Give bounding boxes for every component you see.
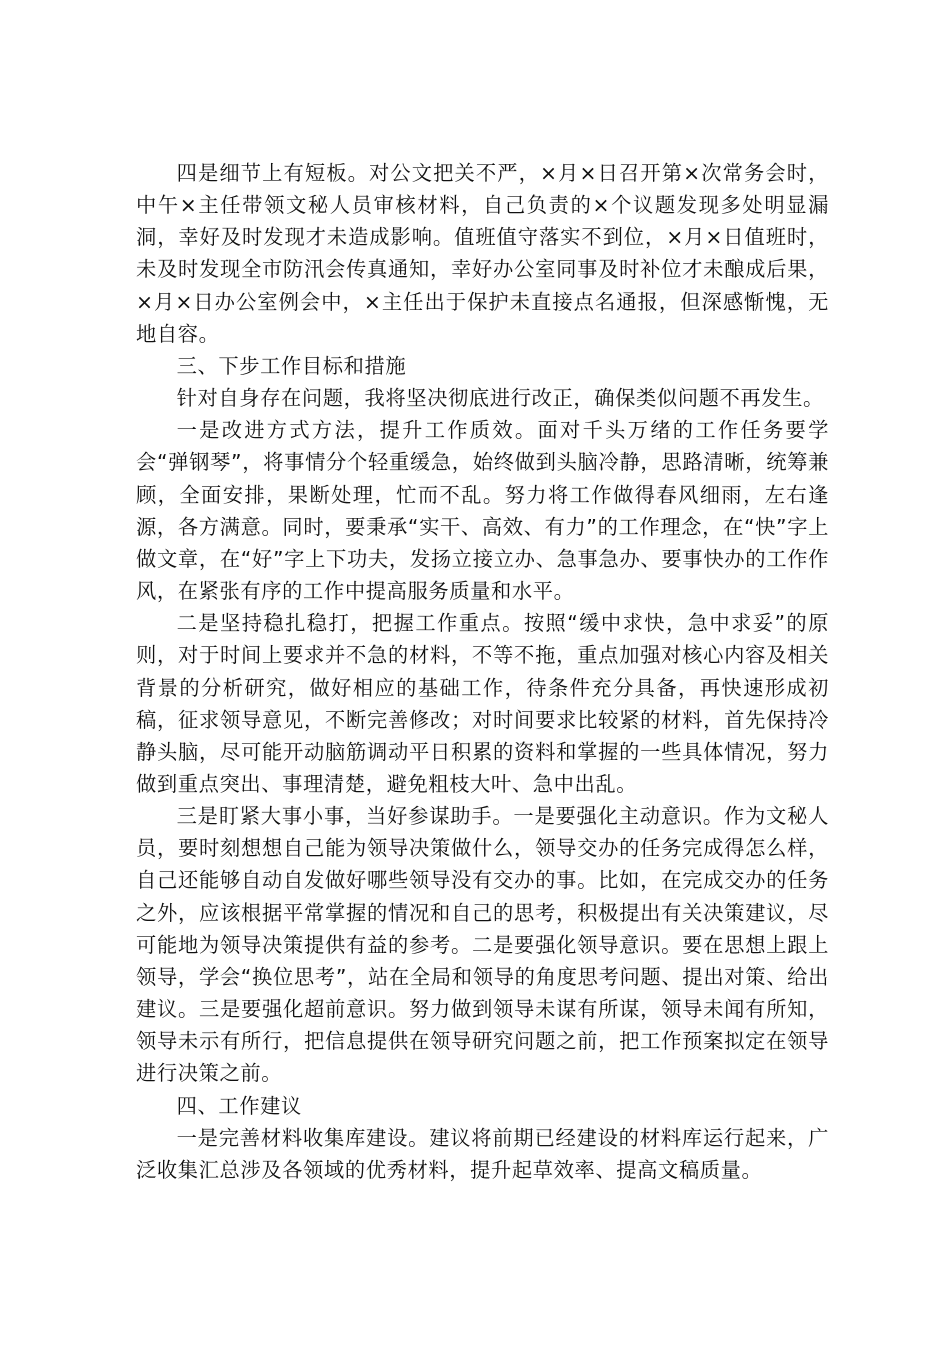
paragraph-intro-corrections: 针对自身存在问题，我将坚决彻底进行改正，确保类似问题不再发生。 [176,386,824,411]
paragraph-improve-methods: 一是改进方式方法，提升工作质效。面对千头万绪的工作任务要学会“弹钢琴”，将事情分个轻重缓急，始终做到头脑冷静，思路清晰，统筹兼顾，全面安排，果断处理，忙而不乱。努力将工作做得春风细雨，左右逢源，各方满意。同时，要秉承“实干、高效、有力”的工作理念，在“快”字上做文章，在“好”字上下功夫，发扬立接立办、急事急办、要事快办的工作作风，在紧张有序的工作中提高服务质量和水平。 [136,418,829,604]
paragraph-steady-progress: 二是坚持稳扎稳打，把握工作重点。按照“缓中求快，急中求妥”的原则，对于时间上要求并不急的材料，不等不拖，重点加强对核心内容及相关背景的分析研究，做好相应的基础工作，待条件充分具备，再快速形成初稿，征求领导意见，不断完善修改；对时间要求比较紧的材料，首先保持冷静头脑，尽可能开动脑筋调动平日积累的资料和掌握的一些具体情况，努力做到重点突出、事理清楚，避免粗枝大叶、急中出乱。 [136,611,829,796]
paragraph-material-library: 一是完善材料收集库建设。建议将前期已经建设的材料库运行起来，广泛收集汇总涉及各领域的优秀材料，提升起草效率、提高文稿质量。 [136,1125,829,1182]
paragraph-detail-shortcomings: 四是细节上有短板。对公文把关不严，×月×日召开第×次常务会时，中午×主任带领文秘人员审核材料，自己负责的×个议题发现多处明显漏洞，幸好及时发现才未造成影响。值班值守落实不到位，×月×日值班时，未及时发现全市防汛会传真通知，幸好办公室同事及时补位才未酿成后果，×月×日办公室例会中，×主任出于保护未直接点名通报，但深感惭愧，无地自容。 [136,161,829,346]
section-heading-next-steps: 三、下步工作目标和措施 [176,353,407,378]
paragraph-advisor-role: 三是盯紧大事小事，当好参谋助手。一是要强化主动意识。作为文秘人员，要时刻想想自己能为领导决策做什么，领导交办的任务完成得怎么样，自己还能够自动自发做好哪些领导没有交办的事。比如，在完成交办的任务之外，应该根据平常掌握的情况和自己的思考，积极提出有关决策建议，尽可能地为领导决策提供有益的参考。二是要强化领导意识。要在思想上跟上领导，学会“换位思考”，站在全局和领导的角度思考问题、提出对策、给出建议。三是要强化超前意识。努力做到领导未谋有所谋，领导未闻有所知，领导未示有所行，把信息提供在领导研究问题之前，把工作预案拟定在领导进行决策之前。 [136,804,829,1086]
section-heading-suggestions: 四、工作建议 [176,1093,302,1118]
document-body [136,157,829,1186]
